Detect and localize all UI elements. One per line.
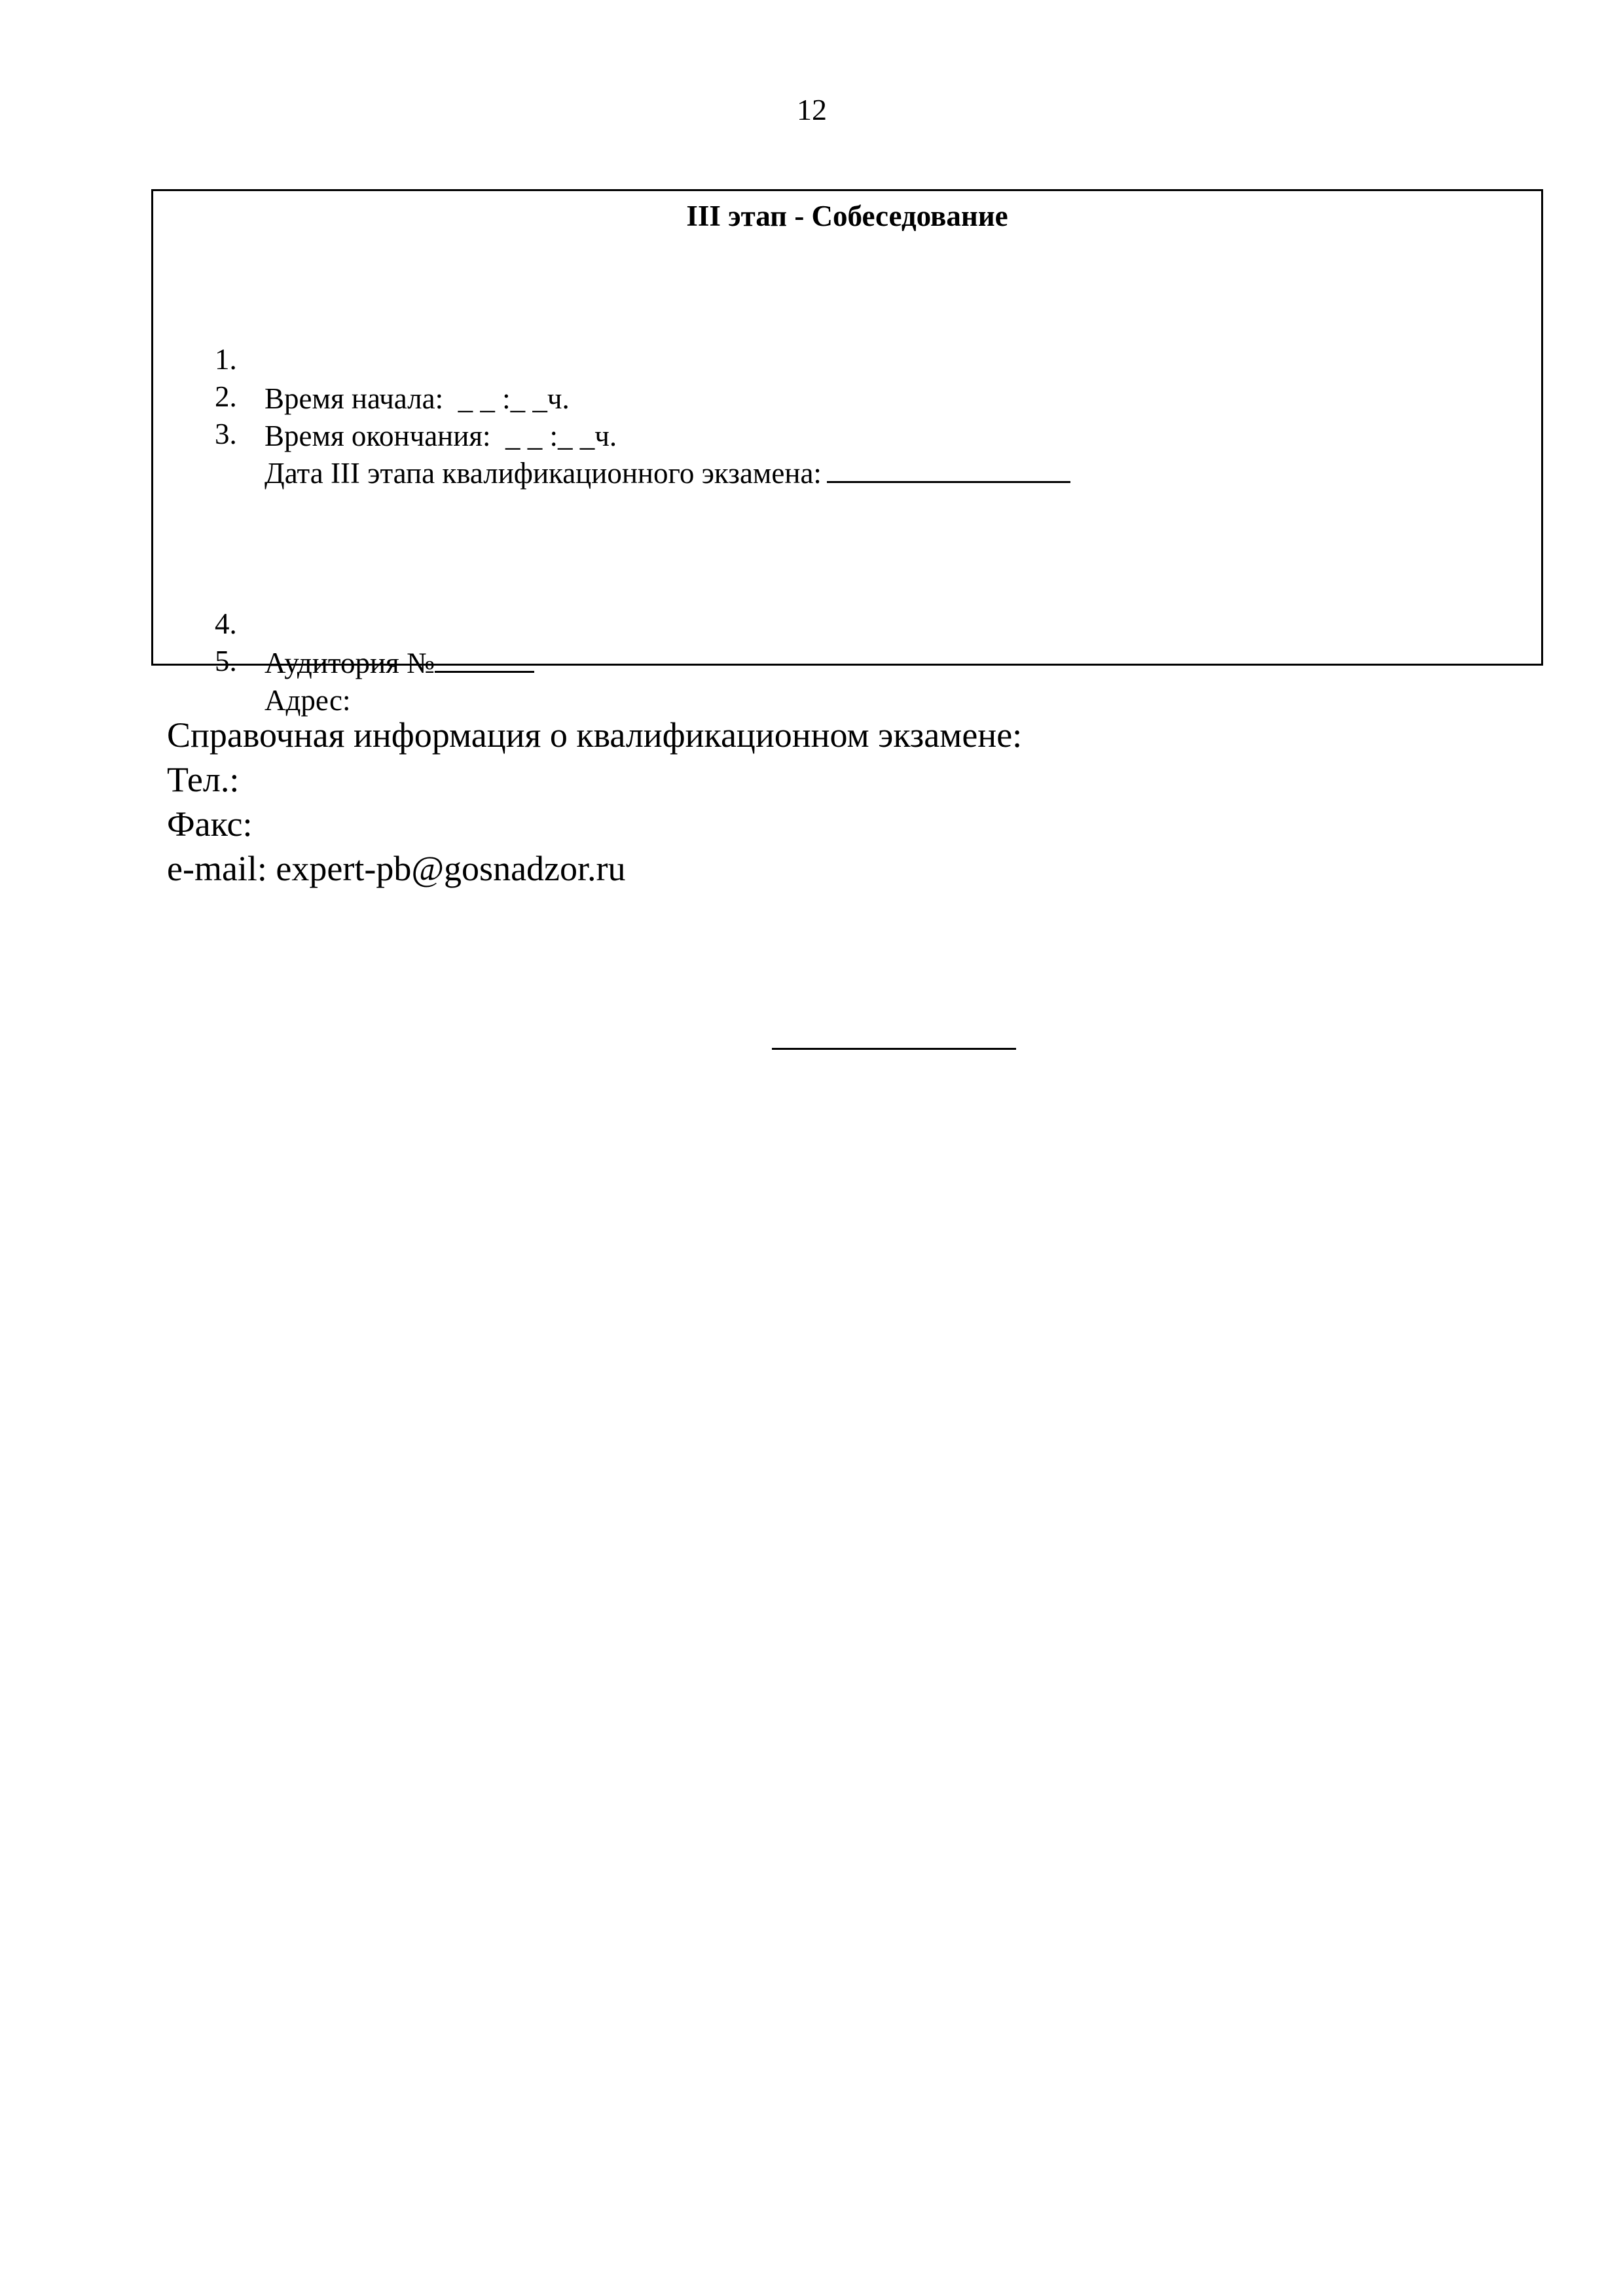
item-number: 1. bbox=[215, 343, 237, 376]
item-text-with-blank bbox=[264, 643, 534, 683]
item-text: Аудитория № bbox=[264, 647, 435, 679]
date-blank-line bbox=[827, 456, 1070, 483]
item-text: Время окончания: _ _ :_ _ч. bbox=[264, 420, 617, 452]
stage-title: III этап - Собеседование bbox=[686, 200, 1008, 232]
item-text-with-blank bbox=[264, 454, 1070, 493]
page-number: 12 bbox=[797, 93, 827, 126]
item-number: 3. bbox=[215, 418, 237, 450]
info-fax: Факс: bbox=[167, 804, 253, 844]
item-text: Время начала: _ _ :_ _ч. bbox=[264, 382, 570, 415]
item-text: Адрес: bbox=[264, 684, 351, 717]
item-number: 5. bbox=[215, 645, 237, 677]
end-separator-line bbox=[772, 1048, 1016, 1050]
item-number: 4. bbox=[215, 607, 237, 640]
room-blank-line bbox=[435, 646, 534, 673]
item-number: 2. bbox=[215, 380, 237, 413]
info-phone: Тел.: bbox=[167, 760, 240, 799]
stage-box bbox=[151, 189, 1543, 717]
item-text: Дата III этапа квалификационного экзамена: bbox=[264, 457, 822, 490]
info-heading: Справочная информация о квалификационном экзамене: bbox=[167, 715, 1023, 755]
info-email: e-mail: expert-pb@gosnadzor.ru bbox=[167, 849, 626, 888]
